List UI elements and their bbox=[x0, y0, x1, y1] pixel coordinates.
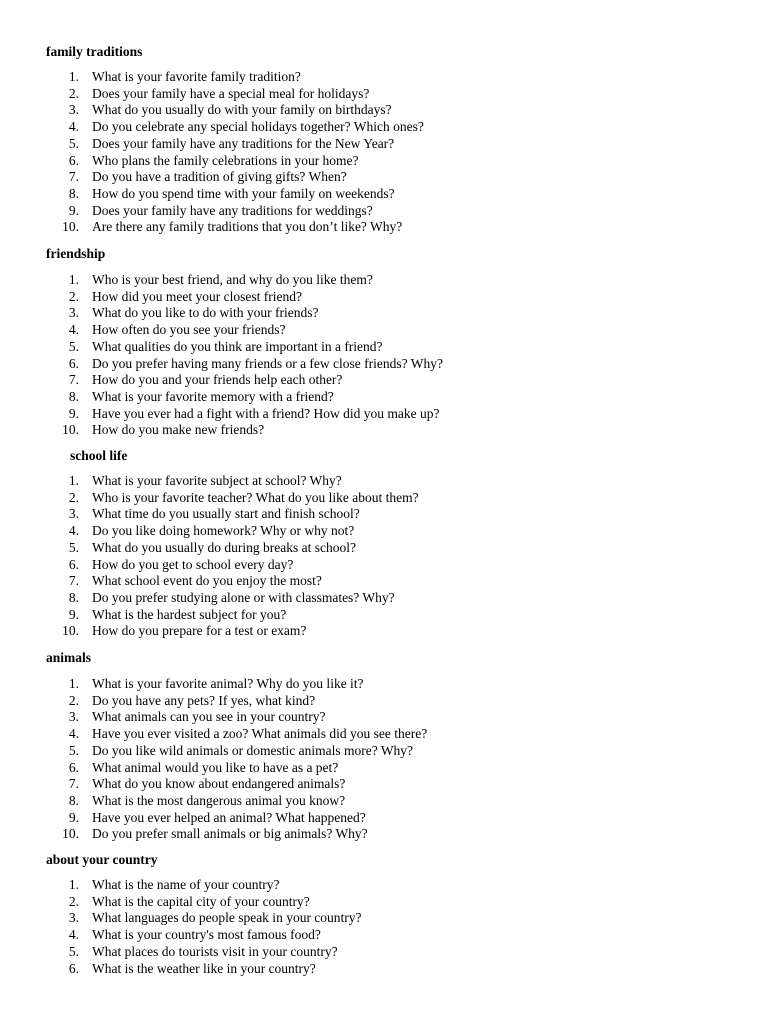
question-text: Who is your favorite teacher? What do you like about them? bbox=[92, 489, 419, 505]
question-item bbox=[46, 709, 427, 726]
question-number: 2. bbox=[68, 85, 79, 101]
question-item bbox=[46, 726, 427, 743]
question-number: 6. bbox=[68, 759, 79, 775]
question-number: 3. bbox=[68, 506, 79, 522]
section-heading-school-life: school life bbox=[70, 448, 128, 463]
question-number: 6. bbox=[68, 152, 79, 168]
question-item bbox=[46, 102, 424, 119]
question-number: 8. bbox=[68, 792, 79, 808]
question-number: 4. bbox=[68, 119, 79, 135]
question-item bbox=[46, 69, 424, 86]
question-item bbox=[46, 693, 427, 710]
question-number: 9. bbox=[68, 606, 79, 622]
question-text: What is the weather like in your country? bbox=[92, 960, 316, 976]
question-item bbox=[46, 136, 424, 153]
question-item bbox=[46, 372, 443, 389]
question-number: 5. bbox=[68, 539, 79, 555]
question-number: 1. bbox=[68, 676, 79, 691]
question-item bbox=[46, 86, 424, 103]
question-number: 6. bbox=[68, 960, 79, 976]
question-number: 10. bbox=[62, 219, 79, 235]
question-number: 2. bbox=[68, 692, 79, 708]
question-text: Do you like wild animals or domestic animals more? Why? bbox=[92, 742, 414, 758]
question-number: 7. bbox=[68, 372, 79, 388]
question-text: Have you ever had a fight with a friend? How did you make up? bbox=[92, 405, 440, 421]
question-item bbox=[46, 927, 362, 944]
question-item bbox=[46, 305, 443, 322]
question-text: What school event do you enjoy the most? bbox=[92, 573, 322, 589]
question-number: 3. bbox=[68, 102, 79, 118]
question-item bbox=[46, 186, 424, 203]
question-text: Do you prefer small animals or big animals? Why? bbox=[92, 826, 368, 842]
question-item bbox=[46, 153, 424, 170]
question-text: Does your family have a special meal for holidays? bbox=[92, 85, 370, 101]
question-text: What languages do people speak in your country? bbox=[92, 910, 362, 926]
question-number: 7. bbox=[68, 776, 79, 792]
question-number: 10. bbox=[62, 623, 79, 639]
question-item bbox=[46, 272, 443, 289]
question-text: What places do tourists visit in your country? bbox=[92, 943, 338, 959]
question-number: 2. bbox=[68, 893, 79, 909]
question-text: Have you ever visited a zoo? What animals did you see there? bbox=[92, 726, 428, 742]
question-number: 1. bbox=[68, 272, 79, 287]
question-number: 1. bbox=[68, 69, 79, 84]
question-text: What is the most dangerous animal you know? bbox=[92, 792, 346, 808]
question-text: How do you make new friends? bbox=[92, 422, 265, 438]
question-text: How do you prepare for a test or exam? bbox=[92, 623, 307, 639]
question-item bbox=[46, 573, 419, 590]
question-text: Does your family have any traditions for the New Year? bbox=[92, 135, 395, 151]
question-text: What do you like to do with your friends? bbox=[92, 305, 319, 321]
question-number: 10. bbox=[62, 826, 79, 842]
question-item bbox=[46, 523, 419, 540]
question-item bbox=[46, 289, 443, 306]
question-list-school-life bbox=[46, 473, 419, 640]
question-text: What is your favorite animal? Why do you like it? bbox=[92, 676, 364, 691]
question-text: What is the capital city of your country? bbox=[92, 893, 310, 909]
question-item bbox=[46, 760, 427, 777]
section-heading-friendship: friendship bbox=[46, 246, 106, 261]
question-text: Do you prefer having many friends or a few close friends? Why? bbox=[92, 355, 443, 371]
section-heading-animals: animals bbox=[46, 650, 92, 665]
question-number: 7. bbox=[68, 573, 79, 589]
question-number: 5. bbox=[68, 943, 79, 959]
question-item bbox=[46, 810, 427, 827]
section-heading-family-traditions: family traditions bbox=[46, 44, 143, 59]
question-number: 6. bbox=[68, 355, 79, 371]
question-number: 6. bbox=[68, 556, 79, 572]
question-number: 2. bbox=[68, 489, 79, 505]
question-list-about-your-country bbox=[46, 877, 362, 977]
question-text: What animal would you like to have as a pet? bbox=[92, 759, 339, 775]
question-item bbox=[46, 894, 362, 911]
question-item bbox=[46, 169, 424, 186]
question-number: 4. bbox=[68, 927, 79, 943]
question-item bbox=[46, 119, 424, 136]
question-number: 9. bbox=[68, 809, 79, 825]
question-number: 3. bbox=[68, 305, 79, 321]
question-text: Are there any family traditions that you don’t like? Why? bbox=[92, 219, 403, 235]
question-item bbox=[46, 877, 362, 894]
question-text: Do you have a tradition of giving gifts? When? bbox=[92, 169, 347, 185]
question-item bbox=[46, 676, 427, 693]
question-text: What is your favorite subject at school? Why? bbox=[92, 473, 342, 488]
question-text: How do you spend time with your family on weekends? bbox=[92, 185, 395, 201]
question-text: What animals can you see in your country? bbox=[92, 709, 326, 725]
question-number: 4. bbox=[68, 322, 79, 338]
question-number: 5. bbox=[68, 135, 79, 151]
question-text: What is the name of your country? bbox=[92, 877, 280, 892]
question-item bbox=[46, 793, 427, 810]
question-item bbox=[46, 540, 419, 557]
question-text: What is your country's most famous food? bbox=[92, 927, 321, 943]
question-list-family-traditions bbox=[46, 69, 424, 236]
question-number: 9. bbox=[68, 202, 79, 218]
question-item bbox=[46, 203, 424, 220]
question-item bbox=[46, 490, 419, 507]
question-item bbox=[46, 356, 443, 373]
question-text: How often do you see your friends? bbox=[92, 322, 286, 338]
question-item bbox=[46, 826, 427, 843]
question-text: Who plans the family celebrations in your home? bbox=[92, 152, 359, 168]
question-text: Do you have any pets? If yes, what kind? bbox=[92, 692, 316, 708]
question-item bbox=[46, 607, 419, 624]
question-text: What time do you usually start and finish school? bbox=[92, 506, 360, 522]
question-text: What is the hardest subject for you? bbox=[92, 606, 287, 622]
question-text: How did you meet your closest friend? bbox=[92, 288, 302, 304]
question-text: What do you usually do with your family on birthdays? bbox=[92, 102, 392, 118]
question-number: 5. bbox=[68, 742, 79, 758]
question-item bbox=[46, 473, 419, 490]
question-text: Do you prefer studying alone or with classmates? Why? bbox=[92, 589, 395, 605]
question-text: What is your favorite memory with a friend? bbox=[92, 388, 334, 404]
section-heading-about-your-country: about your country bbox=[46, 852, 158, 867]
question-list-friendship bbox=[46, 272, 443, 439]
question-text: Does your family have any traditions for weddings? bbox=[92, 202, 373, 218]
question-number: 2. bbox=[68, 288, 79, 304]
question-number: 4. bbox=[68, 726, 79, 742]
question-number: 7. bbox=[68, 169, 79, 185]
question-item bbox=[46, 322, 443, 339]
question-text: Who is your best friend, and why do you like them? bbox=[92, 272, 373, 287]
question-item bbox=[46, 623, 419, 640]
question-number: 3. bbox=[68, 910, 79, 926]
question-text: What do you know about endangered animals? bbox=[92, 776, 346, 792]
question-item bbox=[46, 422, 443, 439]
question-list-animals bbox=[46, 676, 427, 843]
question-number: 5. bbox=[68, 338, 79, 354]
question-item bbox=[46, 389, 443, 406]
question-item bbox=[46, 776, 427, 793]
question-number: 10. bbox=[62, 422, 79, 438]
question-text: What do you usually do during breaks at school? bbox=[92, 539, 356, 555]
question-text: How do you get to school every day? bbox=[92, 556, 294, 572]
question-item bbox=[46, 219, 424, 236]
question-text: Do you like doing homework? Why or why not? bbox=[92, 523, 355, 539]
question-number: 8. bbox=[68, 388, 79, 404]
question-item bbox=[46, 910, 362, 927]
question-number: 1. bbox=[68, 473, 79, 488]
question-item bbox=[46, 961, 362, 978]
question-item bbox=[46, 590, 419, 607]
question-number: 9. bbox=[68, 405, 79, 421]
question-text: What qualities do you think are important in a friend? bbox=[92, 338, 383, 354]
question-item bbox=[46, 743, 427, 760]
question-number: 1. bbox=[68, 877, 79, 892]
question-item bbox=[46, 506, 419, 523]
question-number: 8. bbox=[68, 589, 79, 605]
question-number: 3. bbox=[68, 709, 79, 725]
question-item bbox=[46, 557, 419, 574]
question-item bbox=[46, 944, 362, 961]
question-number: 4. bbox=[68, 523, 79, 539]
question-text: Have you ever helped an animal? What happened? bbox=[92, 809, 366, 825]
question-text: Do you celebrate any special holidays together? Which ones? bbox=[92, 119, 424, 135]
question-item bbox=[46, 339, 443, 356]
question-text: What is your favorite family tradition? bbox=[92, 69, 301, 84]
question-item bbox=[46, 406, 443, 423]
question-number: 8. bbox=[68, 185, 79, 201]
question-text: How do you and your friends help each other? bbox=[92, 372, 343, 388]
